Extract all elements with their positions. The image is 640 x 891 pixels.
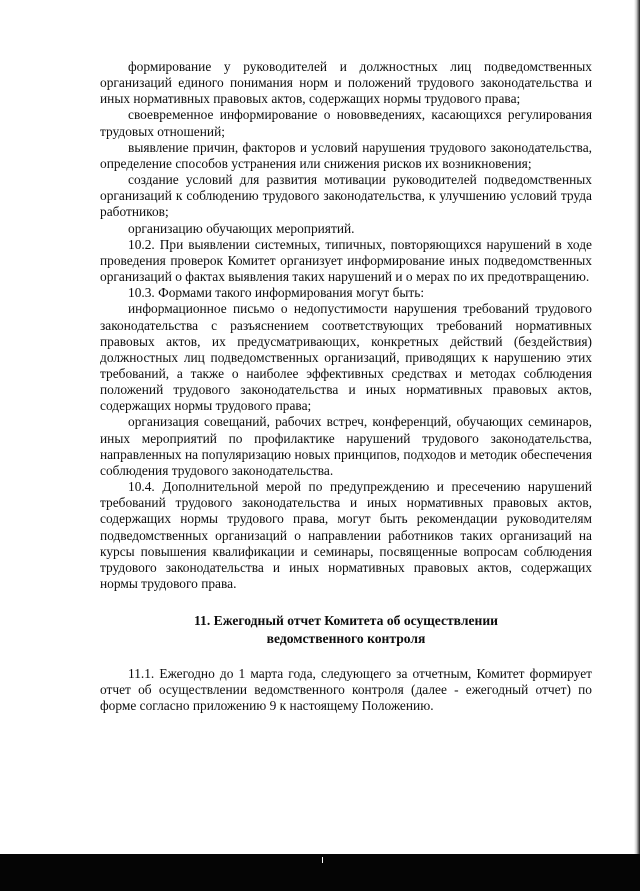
paragraph-1: формирование у руководителей и должностных лиц подведомственных организаций единого понимания норм и положений трудового законодательства и иных нормативных правовых актов, содержащих нормы трудового права;: [100, 59, 592, 107]
paragraph-2: своевременное информирование о нововведениях, касающихся регулирования трудовых отношений;: [100, 107, 592, 139]
section-heading: [100, 612, 592, 648]
paragraph-3: выявление причин, факторов и условий нарушения трудового законодательства, определение способов устранения или снижения рисков их возникновения;: [100, 139, 592, 171]
section-heading-line-1: 11. Ежегодный отчет Комитета об осуществлении: [194, 613, 498, 629]
paragraph-11-1: 11.1. Ежегодно до 1 марта года, следующего за отчетным, Комитет формирует отчет об осуществлении ведомственного контроля (далее - ежегодный отчет) по форме согласно приложению 9 к настоящему Положению.: [100, 666, 592, 714]
paragraph-10-3: 10.3. Формами такого информирования могут быть:: [128, 285, 425, 301]
section-heading-line-2: ведомственного контроля: [266, 631, 426, 647]
paragraph-10-4: 10.4. Дополнительной мерой по предупреждению и пресечению нарушений требований трудового законодательства и иных нормативных правовых актов, содержащих нормы трудового права, могут быть рекомендации руководителям подведомственных организаций о направлении работников таких организаций на курсы повышения квалификации и семинары, посвященные вопросам соблюдения трудового законодательства и иных нормативных правовых актов, содержащих нормы трудового права.: [100, 479, 592, 591]
scan-bottom-border: [0, 854, 640, 891]
paragraph-5: организацию обучающих мероприятий.: [128, 220, 355, 236]
scan-artifact: [322, 857, 323, 863]
paragraph-info-letter: информационное письмо о недопустимости нарушения требований трудового законодательства с разъяснением соответствующих требований нормативных правовых актов, их предусматривающих, конкретных действий (бездействия) должностных лиц подведомственных организаций, приводящих к нарушению этих требований, а также о наиболее эффективных средствах и методах соблюдения положений трудового законодательства и иных нормативных правовых актов, содержащих нормы трудового права;: [100, 301, 592, 414]
spacer: [100, 648, 592, 666]
document-body: [100, 59, 592, 715]
paragraph-4: создание условий для развития мотивации руководителей подведомственных организаций к соблюдению трудового законодательства, к улучшению условий труда работников;: [100, 172, 592, 220]
paragraph-meetings: организация совещаний, рабочих встреч, конференций, обучающих семинаров, иных мероприятий по профилактике нарушений трудового законодательства, направленных на популяризацию новых принципов, подходов и методик обеспечения соблюдения трудового законодательства.: [100, 414, 592, 478]
scan-right-edge: [634, 0, 640, 891]
paragraph-10-2: 10.2. При выявлении системных, типичных, повторяющихся нарушений в ходе проведения проверок Комитет организует информирование иных подведомственных организаций о фактах выявления таких нарушений и о мерах по их предотвращению.: [100, 236, 592, 285]
